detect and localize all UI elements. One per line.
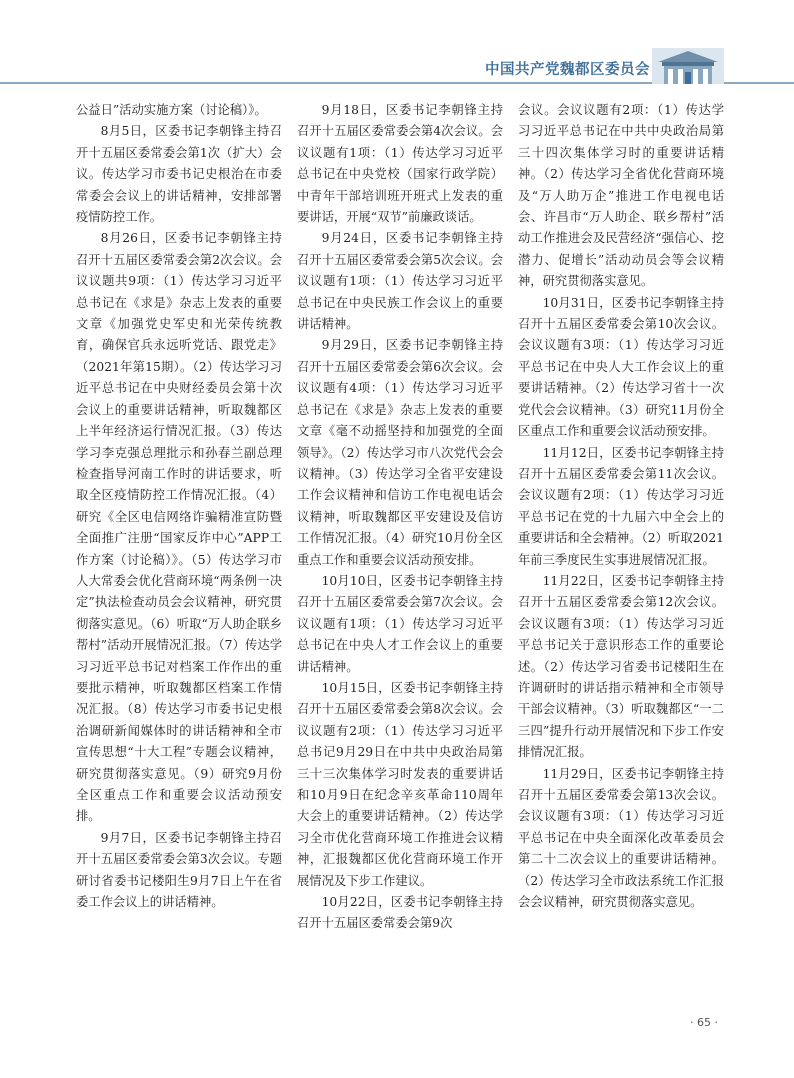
paragraph: 11月22日，区委书记李朝锋主持召开十五届区委常委会第12次会议。会议议题有3项：（1）传达学习习近平总书记关于意识形态工作的重要论述。（2）传达学习省委书记楼阳生在许调研时的讲话指示精神和全市领导干部会议精神。（3）听取魏都区“一二三四”提升行动开展情况和下步工作安排情况汇报。	[518, 573, 724, 760]
paragraph: 9月18日，区委书记李朝锋主持召开十五届区委常委会第4次会议。会议议题有1项：（1）传达学习习近平总书记在中央党校（国家行政学院）中青年干部培训班开班式上发表的重要讲话，开展“双节”前廉政谈话。	[297, 103, 503, 225]
paragraph: 10月10日，区委书记李朝锋主持召开十五届区委常委会第7次会议。会议议题有1项：（1）传达学习习近平总书记在中央人才工作会议上的重要讲话精神。	[297, 573, 503, 674]
column-3	[518, 100, 724, 1010]
paragraph: 8月5日，区委书记李朝锋主持召开十五届区委常委会第1次（扩大）会议。传达学习市委书记史根治在市委常委会会议上的讲话精神，安排部署疫情防控工作。	[76, 124, 282, 225]
article-body	[76, 100, 724, 1010]
paragraph: 10月31日，区委书记李朝锋主持召开十五届区委常委会第10次会议。会议议题有3项：（1）传达学习习近平总书记在中央人大工作会议上的重要讲话精神。（2）传达学习省十一次党代会会议精神。（3）研究11月份全区重点工作和重要会议活动预安排。	[518, 295, 724, 439]
paragraph: 公益日”活动实施方案（讨论稿）》。	[76, 103, 267, 117]
paragraph: 11月12日，区委书记李朝锋主持召开十五届区委常委会第11次会议。会议议题有2项：（1）传达学习习近平总书记在党的十九届六中全会上的重要讲话和全会精神。（2）听取2021年前三季度民生实事进展情况汇报。	[518, 445, 724, 567]
column-1	[76, 100, 282, 1010]
paragraph: 10月15日，区委书记李朝锋主持召开十五届区委常委会第8次会议。会议议题有2项：（1）传达学习习近平总书记9月29日在中共中央政治局第三十三次集体学习时发表的重要讲话和10月9日在纪念辛亥革命110周年大会上的重要讲话精神。（2）传达学习全市优化营商环境工作推进会议精神，汇报魏都区优化营商环境工作开展情况及下步工作建议。	[297, 680, 503, 888]
paragraph: 8月26日，区委书记李朝锋主持召开十五届区委常委会第2次会议。会议议题共9项：（1）传达学习习近平总书记在《求是》杂志上发表的重要文章《加强党史军史和光荣传统教育，确保官兵永远听党话、跟党走》（2021年第15期）。（2）传达学习习近平总书记在中央财经委员会第十次会议上的重要讲话精神，听取魏都区上半年经济运行情况汇报。（3）传达学习李克强总理批示和孙春兰副总理检查指导河南工作时的讲话要求，听取全区疫情防控工作情况汇报。（4）研究《全区电信网络诈骗精准宣防暨全面推广注册“国家反诈中心”APP工作方案（讨论稿）》。（5）传达学习市人大常委会优化营商环境“两条例一决定”执法检查动员会会议精神，研究贯彻落实意见。（6）听取“万人助企联乡帮村”活动开展情况汇报。（7）传达学习习近平总书记对档案工作作出的重要批示精神，听取魏都区档案工作情况汇报。（8）传达学习市委书记史根治调研新闻媒体时的讲话精神和全市宣传思想“十大工程”专题会议精神，研究贯彻落实意见。（9）研究9月份全区重点工作和重要会议活动预安排。	[76, 231, 282, 824]
paragraph: 9月29日，区委书记李朝锋主持召开十五届区委常委会第6次会议。会议议题有4项：（1）传达学习习近平总书记在《求是》杂志上发表的重要文章《毫不动摇坚持和加强党的全面领导》。（2）传达学习市八次党代会会议精神。（3）传达学习全省平安建设工作会议精神和信访工作电视电话会议精神，听取魏都区平安建设及信访工作情况汇报。（4）研究10月份全区重点工作和重要会议活动预安排。	[297, 338, 503, 567]
paragraph: 会议。会议议题有2项：（1）传达学习习近平总书记在中共中央政治局第三十四次集体学习时的重要讲话精神。（2）传达学习全省优化营商环境及“万人助万企”推进工作电视电话会、许昌市“万人助企、联乡帮村”活动工作推进会及民营经济“强信心、挖潜力、促增长”活动动员会等会议精神，研究贯彻落实意见。	[518, 103, 724, 289]
page-number: · 65 ·	[690, 1016, 718, 1029]
paragraph: 10月22日，区委书记李朝锋主持召开十五届区委常委会第9次	[297, 895, 503, 931]
paragraph: 11月29日，区委书记李朝锋主持召开十五届区委常委会第13次会议。会议议题有3项：（1）传达学习习近平总书记在中央全面深化改革委员会第二十二次会议上的重要讲话精神。（2）传达学习全市政法系统工作汇报会会议精神，研究贯彻落实意见。	[518, 766, 724, 910]
city-gate-icon	[652, 48, 724, 84]
paragraph: 9月24日，区委书记李朝锋主持召开十五届区委常委会第5次会议。会议议题有1项：（1）传达学习习近平总书记在中央民族工作会议上的重要讲话精神。	[297, 231, 503, 332]
header-title: 中国共产党魏都区委员会	[485, 62, 650, 78]
paragraph: 9月7日，区委书记李朝锋主持召开十五届区委常委会第3次会议。专题研讨省委书记楼阳生9月7日上午在省委工作会议上的讲话精神。	[76, 830, 282, 910]
column-2	[297, 100, 503, 1010]
